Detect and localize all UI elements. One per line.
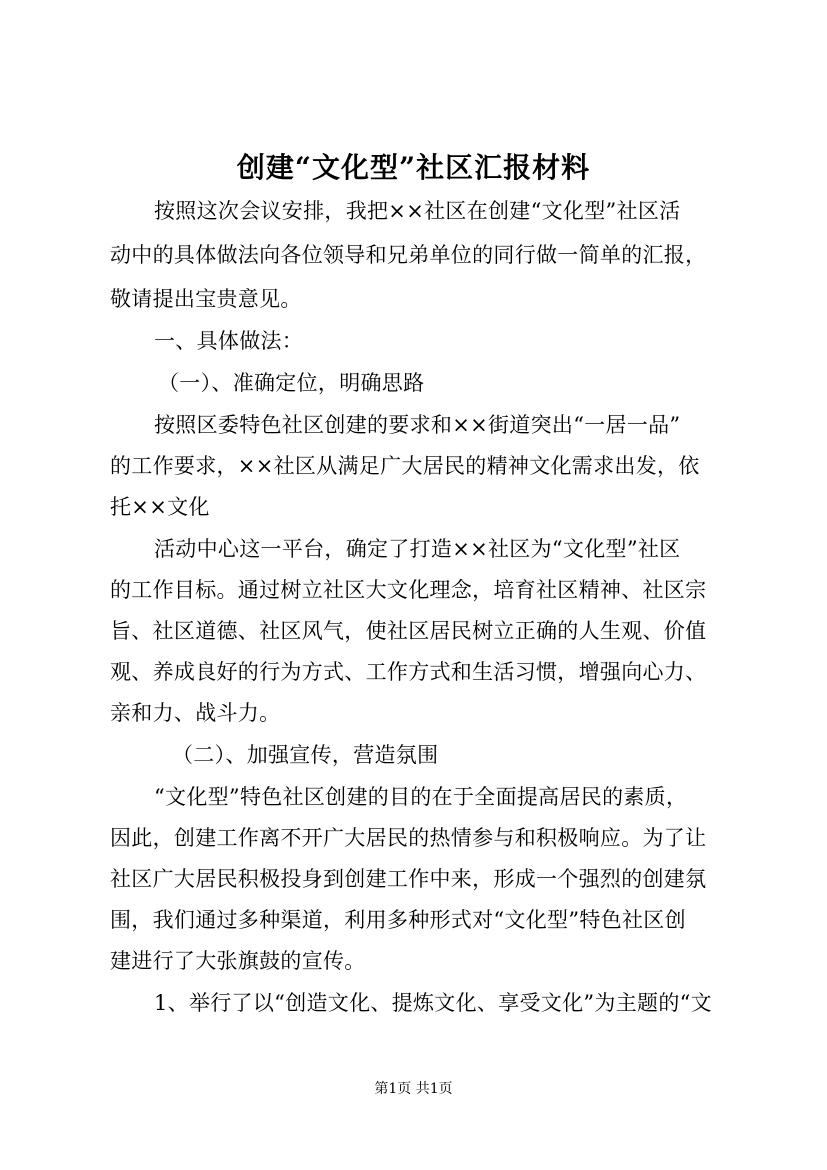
paragraph-line: 亲和力、战斗力。 bbox=[110, 701, 281, 725]
paragraph-line: 活动中心这一平台，确定了打造××社区为“文化型”社区 bbox=[154, 537, 681, 561]
paragraph-line: 托××文化 bbox=[110, 495, 210, 519]
document-title: 创建“文化型”社区汇报材料 bbox=[236, 151, 591, 184]
paragraph-line: 敬请提出宝贵意见。 bbox=[110, 287, 302, 311]
paragraph-line: 1、举行了以“创造文化、提炼文化、享受文化”为主题的“文 bbox=[154, 991, 712, 1015]
paragraph-line: 建进行了大张旗鼓的宣传。 bbox=[110, 949, 366, 973]
page-footer: 第1页 共1页 bbox=[374, 1081, 453, 1097]
section-heading: 一、具体做法： bbox=[154, 329, 304, 353]
subsection-heading: （一）、准确定位，明确思路 bbox=[158, 371, 425, 395]
paragraph-line: 按照这次会议安排，我把××社区在创建“文化型”社区活 bbox=[154, 199, 681, 223]
paragraph-line: 社区广大居民积极投身到创建工作中来，形成一个强烈的创建氛 bbox=[110, 867, 707, 891]
paragraph-line: 围，我们通过多种渠道，利用多种形式对“文化型”特色社区创 bbox=[110, 908, 686, 932]
paragraph-line: 的工作要求，××社区从满足广大居民的精神文化需求出发，依 bbox=[110, 454, 700, 478]
paragraph-line: 因此，创建工作离不开广大居民的热情参与和积极响应。为了让 bbox=[110, 826, 707, 850]
subsection-heading: （二）、加强宣传，营造氛围 bbox=[172, 743, 439, 767]
paragraph-line: 动中的具体做法向各位领导和兄弟单位的同行做一简单的汇报， bbox=[110, 243, 707, 267]
paragraph-line: 的工作目标。通过树立社区大文化理念，培育社区精神、社区宗 bbox=[110, 578, 707, 602]
paragraph-line: 按照区委特色社区创建的要求和××街道突出“一居一品” bbox=[154, 413, 681, 437]
paragraph-line: 旨、社区道德、社区风气，使社区居民树立正确的人生观、价值 bbox=[110, 619, 707, 643]
paragraph-line: 观、养成良好的行为方式、工作方式和生活习惯，增强向心力、 bbox=[110, 660, 707, 684]
paragraph-line: “文化型”特色社区创建的目的在于全面提高居民的素质， bbox=[154, 785, 688, 809]
